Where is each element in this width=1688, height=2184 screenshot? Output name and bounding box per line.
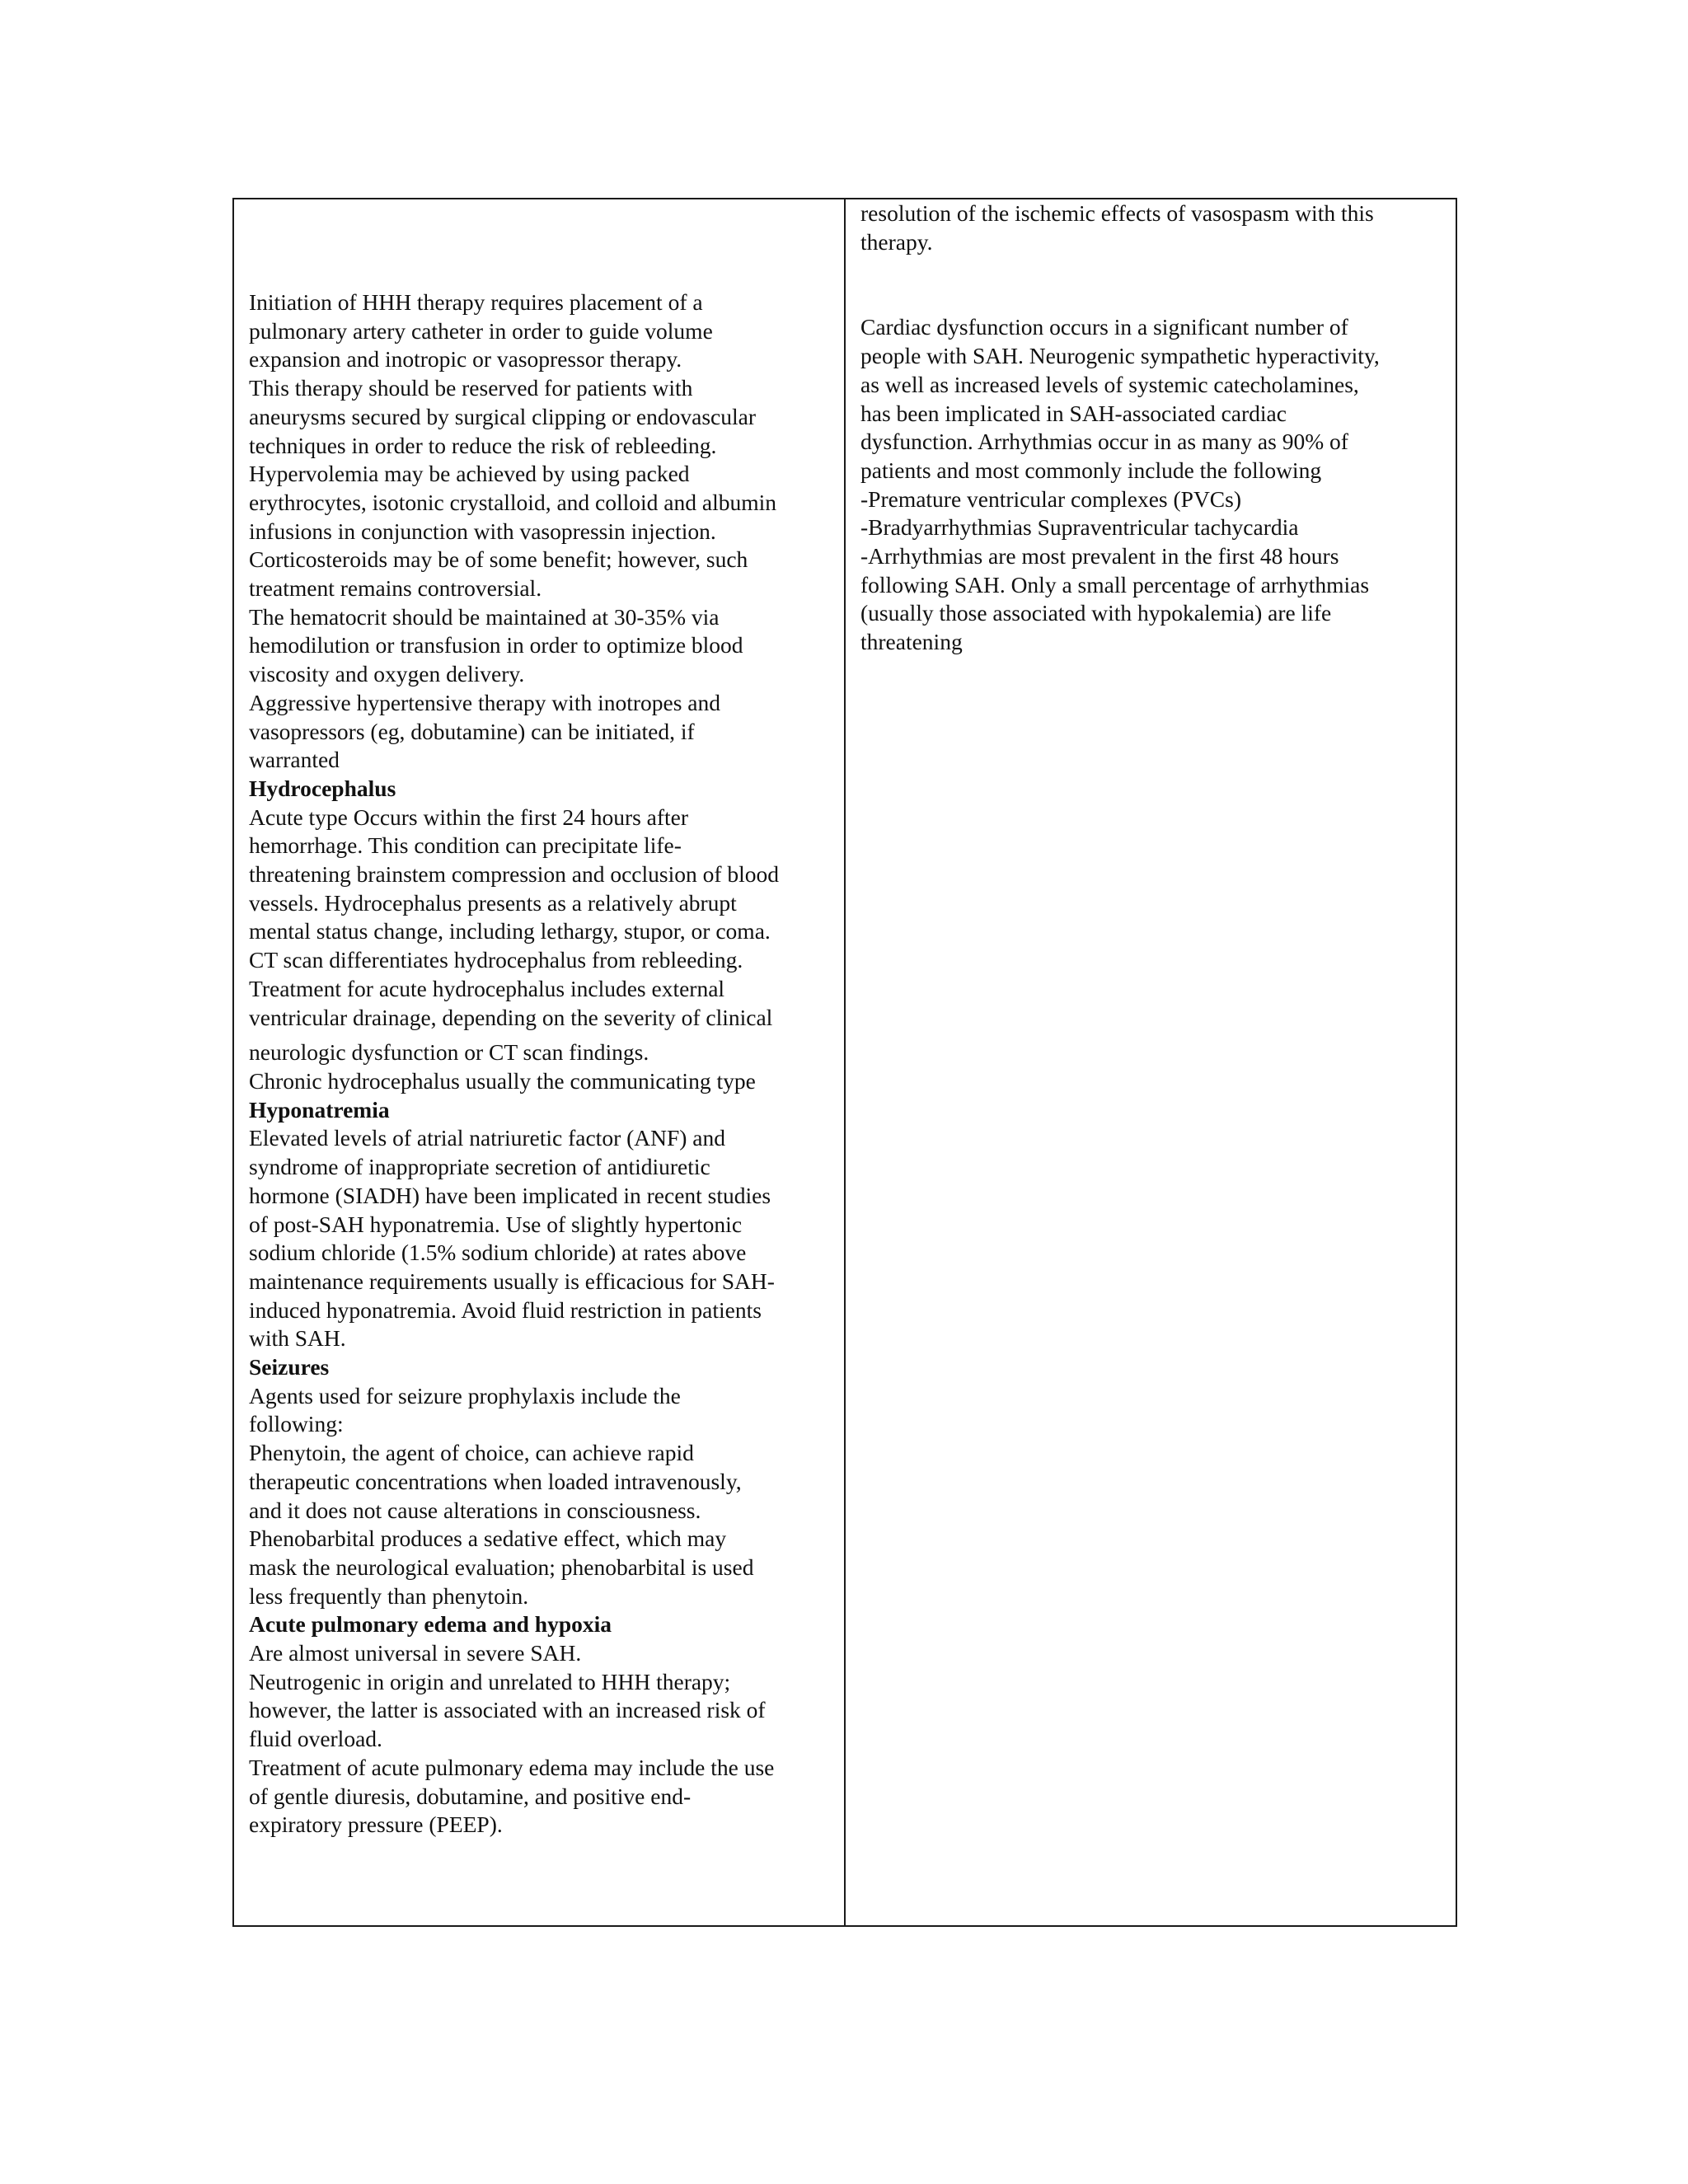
text-line: treatment remains controversial. <box>249 575 542 602</box>
document-table <box>232 198 1457 1927</box>
text-line: Phenobarbital produces a sedative effect, which may <box>249 1526 727 1552</box>
text-line: of post-SAH hyponatremia. Use of slightly hypertonic <box>249 1211 743 1237</box>
text-line: techniques in order to reduce the risk of rebleeding. <box>249 432 717 458</box>
text-line: Phenytoin, the agent of choice, can achieve rapid <box>249 1440 694 1466</box>
text-line: aneurysms secured by surgical clipping or endovascular <box>249 403 757 429</box>
text-line: warranted <box>249 747 340 773</box>
text-line: induced hyponatremia. Avoid fluid restriction in patients <box>249 1296 762 1323</box>
text-line: of gentle diuresis, dobutamine, and positive end- <box>249 1783 692 1809</box>
text-line: pulmonary artery catheter in order to guide volume <box>249 317 713 344</box>
text-line: Hypervolemia may be achieved by using packed <box>249 461 690 487</box>
right-column-cardiac-section <box>860 313 1444 656</box>
text-line: threatening brainstem compression and occlusion of blood <box>249 861 780 888</box>
text-line: and it does not cause alterations in consciousness. <box>249 1497 701 1523</box>
right-column-continuation <box>860 199 1444 256</box>
section-heading: Hyponatremia <box>249 1096 390 1122</box>
text-line: Acute type Occurs within the first 24 hours after <box>249 804 689 830</box>
text-line: people with SAH. Neurogenic sympathetic hyperactivity, <box>860 343 1380 369</box>
text-line: Treatment for acute hydrocephalus includes external <box>249 975 725 1001</box>
text-line: Aggressive hypertensive therapy with inotropes and <box>249 689 721 715</box>
text-line: following SAH. Only a small percentage of arrhythmias <box>860 571 1370 598</box>
text-line: This therapy should be reserved for patients with <box>249 375 693 401</box>
text-line: fluid overload. <box>249 1726 382 1752</box>
text-line: Agents used for seizure prophylaxis include the <box>249 1382 681 1408</box>
text-line: therapeutic concentrations when loaded intravenously, <box>249 1468 742 1494</box>
text-line: therapy. <box>860 228 933 255</box>
text-line: mask the neurological evaluation; phenobarbital is used <box>249 1554 754 1580</box>
text-line: dysfunction. Arrhythmias occur in as many as 90% of <box>860 429 1348 455</box>
text-line: (usually those associated with hypokalemia) are life <box>860 600 1332 626</box>
right-column <box>846 199 1456 1925</box>
text-line: Neutrogenic in origin and unrelated to HHH therapy; <box>249 1668 731 1694</box>
text-line: The hematocrit should be maintained at 30-35% via <box>249 603 720 630</box>
text-line: less frequently than phenytoin. <box>249 1582 529 1609</box>
text-line: however, the latter is associated with an increased risk of <box>249 1697 766 1723</box>
text-line: Corticosteroids may be of some benefit; however, such <box>249 546 748 573</box>
text-line: Treatment of acute pulmonary edema may include the use <box>249 1754 775 1780</box>
text-line: -Arrhythmias are most prevalent in the first 48 hours <box>860 543 1339 569</box>
text-line: Cardiac dysfunction occurs in a significant number of <box>860 314 1348 340</box>
text-line: -Premature ventricular complexes (PVCs) <box>860 485 1242 512</box>
section-heading: Seizures <box>249 1354 330 1380</box>
text-line: -Bradyarrhythmias Supraventricular tachycardia <box>860 514 1299 541</box>
text-line: vasopressors (eg, dobutamine) can be initiated, if <box>249 718 695 744</box>
text-line: expansion and inotropic or vasopressor therapy. <box>249 346 682 373</box>
text-line: hemodilution or transfusion in order to optimize blood <box>249 632 743 658</box>
text-line: has been implicated in SAH-associated cardiac <box>860 400 1287 426</box>
text-line: vessels. Hydrocephalus presents as a relatively abrupt <box>249 889 737 916</box>
text-line: sodium chloride (1.5% sodium chloride) at rates above <box>249 1240 747 1266</box>
text-line: CT scan differentiates hydrocephalus from rebleeding. <box>249 947 743 973</box>
text-line: viscosity and oxygen delivery. <box>249 661 525 687</box>
text-line: expiratory pressure (PEEP). <box>249 1811 503 1838</box>
text-line: erythrocytes, isotonic crystalloid, and colloid and albumin <box>249 489 776 515</box>
text-line: syndrome of inappropriate secretion of antidiuretic <box>249 1154 710 1180</box>
text-line: infusions in conjunction with vasopressin injection. <box>249 518 716 544</box>
text-line: neurologic dysfunction or CT scan findings. <box>249 1039 649 1066</box>
text-line: Chronic hydrocephalus usually the communicating type <box>249 1067 756 1094</box>
text-line: resolution of the ischemic effects of vasospasm with this <box>860 200 1374 226</box>
text-line: hormone (SIADH) have been implicated in recent studies <box>249 1182 771 1208</box>
text-line: Are almost universal in severe SAH. <box>249 1640 582 1666</box>
text-line: Initiation of HHH therapy requires placement of a <box>249 289 703 315</box>
text-line: maintenance requirements usually is efficacious for SAH- <box>249 1268 775 1294</box>
text-line: as well as increased levels of systemic catecholamines, <box>860 371 1359 397</box>
section-heading: Acute pulmonary edema and hypoxia <box>249 1611 612 1638</box>
left-column <box>234 199 846 1925</box>
text-line: following: <box>249 1411 344 1437</box>
text-line: with SAH. <box>249 1325 346 1352</box>
text-line: ventricular drainage, depending on the severity of clinical <box>249 1004 773 1030</box>
text-line: mental status change, including lethargy, stupor, or coma. <box>249 918 771 944</box>
text-line: Elevated levels of atrial natriuretic factor (ANF) and <box>249 1125 726 1151</box>
paragraph-gap <box>860 256 1444 313</box>
text-line: patients and most commonly include the following <box>860 457 1322 483</box>
text-line: threatening <box>860 629 963 655</box>
section-heading: Hydrocephalus <box>249 775 396 801</box>
text-line: hemorrhage. This condition can precipitate life- <box>249 832 682 859</box>
